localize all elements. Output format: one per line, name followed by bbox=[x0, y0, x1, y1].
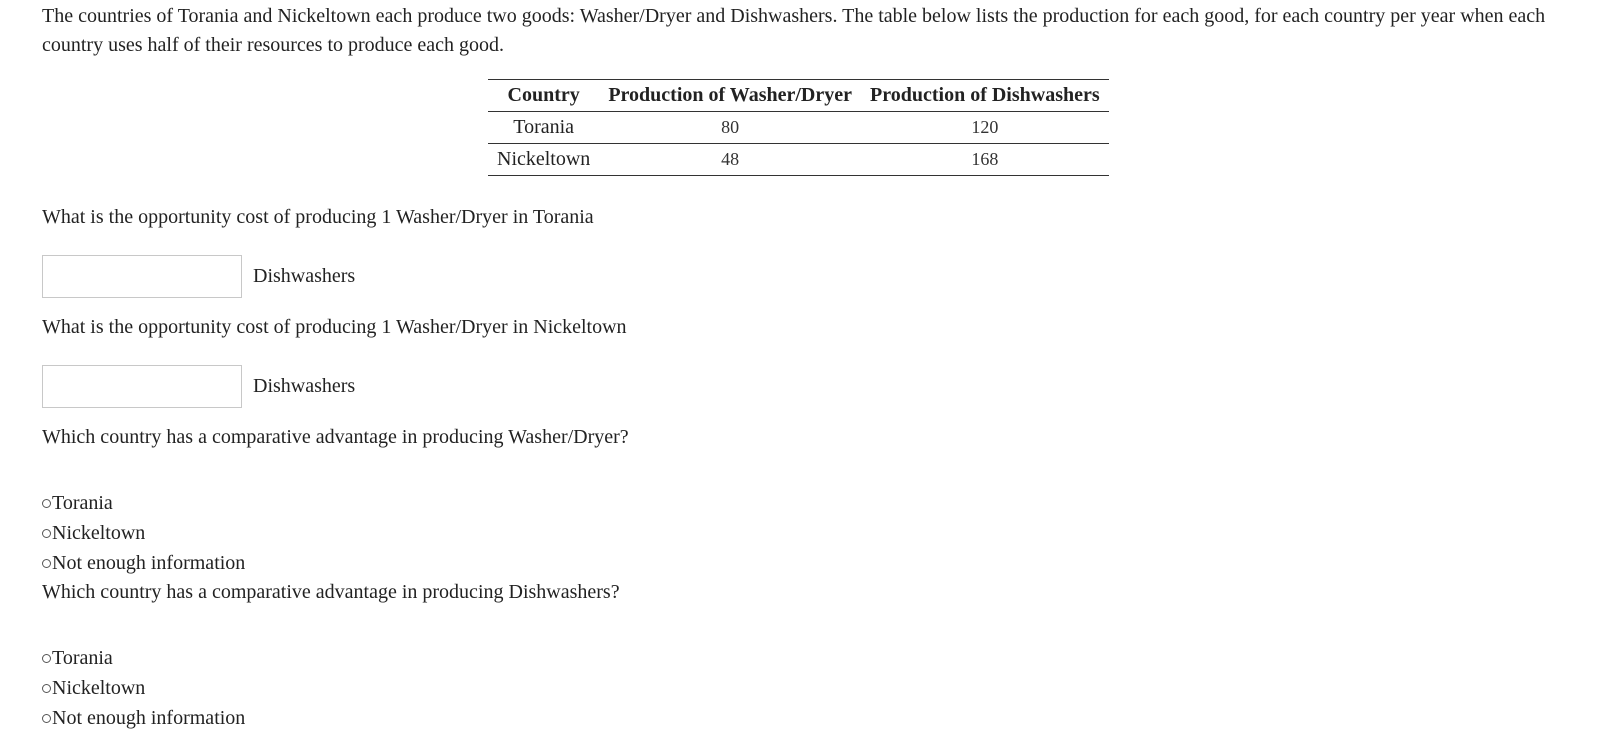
question-comparative-advantage-washer-dryer: Which country has a comparative advantage in producing Washer/Dryer? bbox=[42, 426, 629, 448]
radio-circle-icon[interactable] bbox=[42, 529, 51, 538]
cell-dishwashers: 168 bbox=[861, 144, 1109, 176]
cell-country: Nickeltown bbox=[488, 144, 599, 176]
radio-option-not-enough-info[interactable] bbox=[42, 548, 245, 578]
radio-label: Not enough information bbox=[52, 551, 246, 574]
unit-label: Dishwashers bbox=[253, 265, 356, 287]
question-comparative-advantage-dishwashers: Which country has a comparative advantage in producing Dishwashers? bbox=[42, 581, 620, 603]
radio-label: Torania bbox=[52, 646, 113, 669]
radio-option-torania[interactable] bbox=[42, 643, 245, 673]
cell-country: Torania bbox=[488, 112, 599, 144]
question-opportunity-cost-nickeltown: What is the opportunity cost of producing 1 Washer/Dryer in Nickeltown bbox=[42, 316, 627, 338]
question-opportunity-cost-torania: What is the opportunity cost of producing 1 Washer/Dryer in Torania bbox=[42, 206, 594, 228]
radio-label: Torania bbox=[52, 491, 113, 514]
answer-row-nickeltown bbox=[42, 364, 355, 409]
table-row bbox=[488, 112, 1109, 144]
answer-row-torania bbox=[42, 254, 355, 299]
intro-paragraph: The countries of Torania and Nickeltown each produce two goods: Washer/Dryer and Dishwashers. The table below lists the production for each good, for each country per year when each country uses half of their resources to produce each good. bbox=[42, 5, 1546, 56]
radio-circle-icon[interactable] bbox=[42, 559, 51, 568]
radio-label: Nickeltown bbox=[52, 521, 146, 544]
radio-label: Nickeltown bbox=[52, 676, 146, 699]
production-table bbox=[488, 79, 1109, 176]
radio-circle-icon[interactable] bbox=[42, 714, 51, 723]
radio-circle-icon[interactable] bbox=[42, 499, 51, 508]
radio-option-torania[interactable] bbox=[42, 488, 245, 518]
answer-input-torania[interactable] bbox=[42, 255, 242, 298]
cell-washer-dryer: 80 bbox=[599, 112, 861, 144]
header-dishwashers: Production of Dishwashers bbox=[861, 80, 1109, 112]
radio-circle-icon[interactable] bbox=[42, 654, 51, 663]
radio-circle-icon[interactable] bbox=[42, 684, 51, 693]
unit-label: Dishwashers bbox=[253, 375, 356, 397]
radio-option-nickeltown[interactable] bbox=[42, 673, 245, 703]
table-header-row bbox=[488, 80, 1109, 112]
radio-label: Not enough information bbox=[52, 706, 246, 729]
radio-option-nickeltown[interactable] bbox=[42, 518, 245, 548]
cell-washer-dryer: 48 bbox=[599, 144, 861, 176]
header-country: Country bbox=[488, 80, 599, 112]
radio-option-not-enough-info[interactable] bbox=[42, 703, 245, 733]
table-row bbox=[488, 144, 1109, 176]
radio-group-dishwashers bbox=[42, 643, 245, 733]
header-washer-dryer: Production of Washer/Dryer bbox=[599, 80, 861, 112]
cell-dishwashers: 120 bbox=[861, 112, 1109, 144]
radio-group-washer-dryer bbox=[42, 488, 245, 578]
answer-input-nickeltown[interactable] bbox=[42, 365, 242, 408]
